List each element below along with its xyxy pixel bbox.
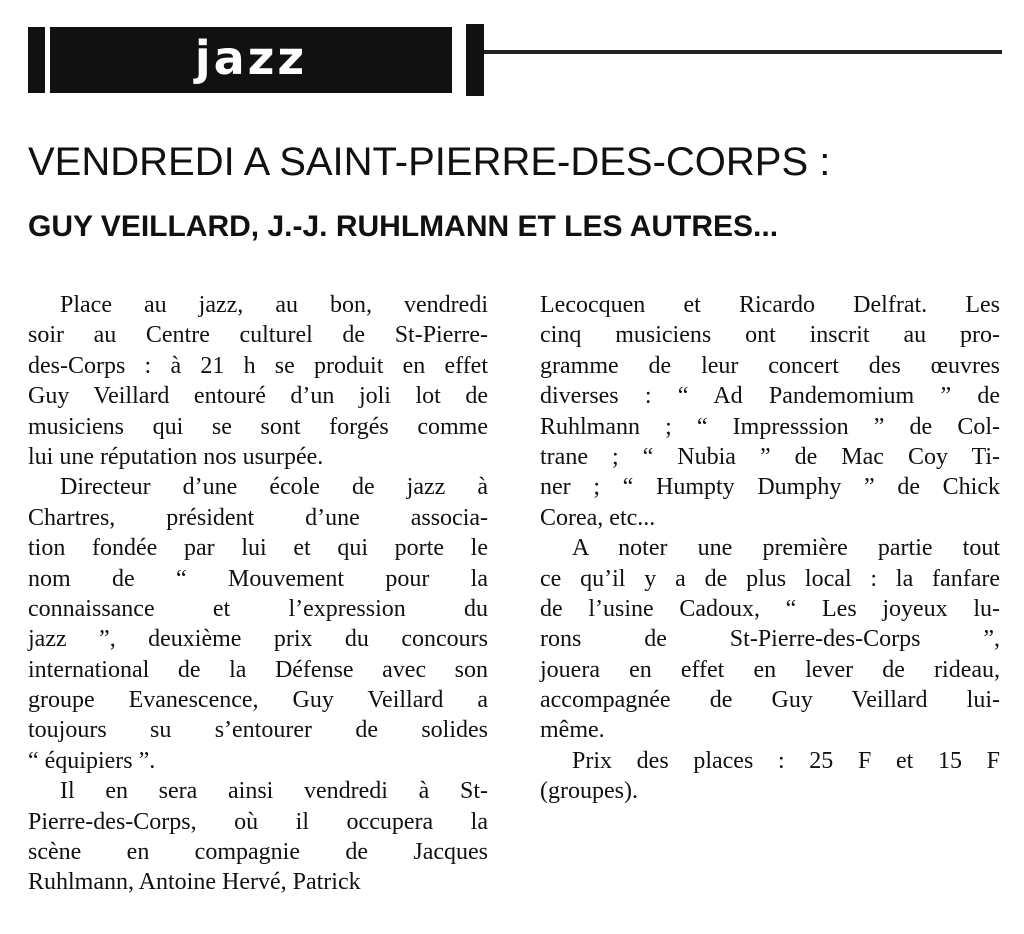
article-column-2 xyxy=(540,290,1000,807)
text-line: de l’usine Cadoux, “ Les joyeux lu- xyxy=(540,595,1000,622)
section-label: jazz xyxy=(50,27,452,93)
text-line: musiciens qui se sont forgés comme xyxy=(28,413,488,440)
section-banner-left-block xyxy=(28,27,45,93)
text-line: Corea, etc... xyxy=(540,504,656,531)
text-line: rons de St-Pierre-des-Corps ”, xyxy=(540,626,1000,653)
headline-line-2: GUY VEILLARD, J.-J. RUHLMANN ET LES AUTRES... xyxy=(28,210,779,243)
text-line: des-Corps : à 21 h se produit en effet xyxy=(28,352,488,379)
article-column-1 xyxy=(28,290,488,898)
text-line: ner ; “ Humpty Dumphy ” de Chick xyxy=(540,474,1000,501)
text-line: Prix des places : 25 F et 15 F xyxy=(572,747,1000,774)
text-line: gramme de leur concert des œuvres xyxy=(540,352,1000,379)
text-line: groupe Evanescence, Guy Veillard a xyxy=(28,687,488,714)
section-banner-divider xyxy=(466,24,484,96)
text-line: nom de “ Mouvement pour la xyxy=(28,565,488,592)
text-line: international de la Défense avec son xyxy=(28,656,488,683)
text-line: accompagnée de Guy Veillard lui- xyxy=(540,687,1000,714)
text-line: scène en compagnie de Jacques xyxy=(28,839,488,866)
text-line: Guy Veillard entouré d’un joli lot de xyxy=(28,383,488,410)
text-line: A noter une première partie tout xyxy=(572,535,1000,562)
text-line: Ruhlmann, Antoine Hervé, Patrick xyxy=(28,869,361,896)
text-line: Ruhlmann ; “ Impresssion ” de Col- xyxy=(540,413,1000,440)
section-rule xyxy=(484,50,1002,54)
text-line: tion fondée par lui et qui porte le xyxy=(28,535,488,562)
text-line: jazz ”, deuxième prix du concours xyxy=(28,626,488,653)
headline-line-1: VENDREDI A SAINT-PIERRE-DES-CORPS : xyxy=(28,140,831,184)
text-line: “ équipiers ”. xyxy=(28,747,156,774)
text-line: (groupes). xyxy=(540,778,638,805)
text-line: Il en sera ainsi vendredi à St- xyxy=(60,778,488,805)
text-line: Directeur d’une école de jazz à xyxy=(60,474,488,501)
text-line: Chartres, président d’une associa- xyxy=(28,504,488,531)
text-line: diverses : “ Ad Pandemomium ” de xyxy=(540,383,1000,410)
text-line: connaissance et l’expression du xyxy=(28,595,488,622)
text-line: Place au jazz, au bon, vendredi xyxy=(60,292,488,318)
text-line: toujours su s’entourer de solides xyxy=(28,717,488,744)
text-line: jouera en effet en lever de rideau, xyxy=(540,656,1000,683)
text-line: Lecocquen et Ricardo Delfrat. Les xyxy=(540,292,1000,318)
text-line: ce qu’il y a de plus local : la fanfare xyxy=(540,565,1000,592)
text-line: cinq musiciens ont inscrit au pro- xyxy=(540,322,1000,349)
text-line: trane ; “ Nubia ” de Mac Coy Ti- xyxy=(540,443,1000,470)
text-line: lui une réputation nos usurpée. xyxy=(28,443,324,470)
text-line: même. xyxy=(540,717,605,744)
text-line: Pierre-des-Corps, où il occupera la xyxy=(28,808,488,835)
text-line: soir au Centre culturel de St-Pierre- xyxy=(28,322,488,349)
